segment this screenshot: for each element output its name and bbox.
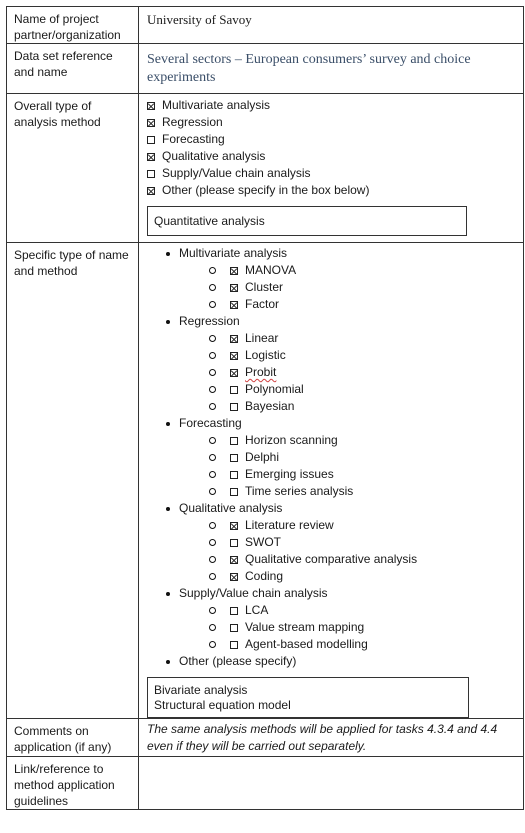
method-item-label: Logistic [245,348,286,362]
method-group [139,245,517,262]
checked-box-icon[interactable] [147,119,155,127]
method-item-label: Value stream mapping [245,620,365,634]
method-item [139,296,517,313]
unchecked-box-icon[interactable] [147,136,155,144]
overall-option-label: Qualitative analysis [162,149,266,163]
overall-option [147,148,517,165]
method-group-label: Qualitative analysis [179,501,283,515]
overall-other-text: Quantitative analysis [154,214,265,228]
overall-option-label: Multivariate analysis [162,98,271,112]
method-group [139,313,517,330]
method-group [139,500,517,517]
checked-box-icon[interactable] [147,187,155,195]
method-item [139,602,517,619]
unchecked-box-icon[interactable] [147,170,155,178]
method-item-label: Linear [245,331,279,345]
checked-box-icon[interactable] [230,573,238,581]
dataset-label: Data set reference and name [7,44,139,94]
checked-box-icon[interactable] [230,335,238,343]
checked-box-icon[interactable] [230,522,238,530]
method-item-label: Delphi [245,450,280,464]
specific-other-box [147,677,469,718]
method-item-label: Cluster [245,280,284,294]
method-group [139,585,517,602]
method-item-label: Literature review [245,518,334,532]
table-row-overall [7,94,524,243]
method-item [139,551,517,568]
specific-other-line: Structural equation model [154,698,291,712]
analysis-form-table [6,6,524,810]
checked-box-icon[interactable] [230,556,238,564]
method-item-label: Time series analysis [245,484,354,498]
method-item [139,449,517,466]
overall-option-label: Other (please specify in the box below) [162,183,370,197]
overall-option [147,165,517,182]
overall-option-label: Regression [162,115,223,129]
method-item-label: Horizon scanning [245,433,338,447]
method-item [139,568,517,585]
checked-box-icon[interactable] [230,301,238,309]
comments-value: The same analysis methods will be applied for tasks 4.3.4 and 4.4 even if they will be carried out separately. [139,719,524,757]
checked-box-icon[interactable] [230,267,238,275]
method-item [139,619,517,636]
method-item [139,330,517,347]
method-item [139,483,517,500]
method-group-label: Forecasting [179,416,242,430]
unchecked-box-icon[interactable] [230,607,238,615]
overall-option-label: Forecasting [162,132,225,146]
link-value [139,757,524,810]
overall-other-box [147,206,467,236]
specific-cell [139,243,524,719]
overall-option [147,114,517,131]
method-item [139,534,517,551]
method-item [139,517,517,534]
method-group [139,415,517,432]
checked-box-icon[interactable] [230,369,238,377]
method-item [139,432,517,449]
method-item [139,262,517,279]
method-item-label: MANOVA [245,263,297,277]
method-item [139,279,517,296]
method-item-label: Qualitative comparative analysis [245,552,418,566]
method-group [139,653,517,670]
method-item-label: Bayesian [245,399,295,413]
overall-option [147,97,517,114]
table-row-dataset [7,44,524,94]
method-item [139,636,517,653]
method-item [139,381,517,398]
specific-other-line: Bivariate analysis [154,683,248,697]
method-item [139,364,517,381]
method-item-label: Probit [245,365,277,379]
partner-value: University of Savoy [139,7,524,44]
checked-box-icon[interactable] [147,102,155,110]
method-item-label: SWOT [245,535,281,549]
unchecked-box-icon[interactable] [230,437,238,445]
method-item [139,347,517,364]
method-item-label: Coding [245,569,284,583]
table-row-link [7,757,524,810]
specific-label: Specific type of name and method [7,243,139,719]
method-group-label: Supply/Value chain analysis [179,586,328,600]
overall-option [147,182,517,199]
method-item-label: LCA [245,603,269,617]
method-group-label: Regression [179,314,240,328]
overall-option [147,131,517,148]
method-item [139,466,517,483]
unchecked-box-icon[interactable] [230,471,238,479]
method-item-label: Agent-based modelling [245,637,368,651]
overall-options-list [147,97,517,199]
unchecked-box-icon[interactable] [230,624,238,632]
unchecked-box-icon[interactable] [230,403,238,411]
method-item-label: Emerging issues [245,467,334,481]
link-label: Link/reference to method application guidelines [7,757,139,810]
method-group-label: Multivariate analysis [179,246,288,260]
table-row-partner [7,7,524,44]
overall-label: Overall type of analysis method [7,94,139,243]
unchecked-box-icon[interactable] [230,539,238,547]
method-group-label: Other (please specify) [179,654,297,668]
unchecked-box-icon[interactable] [230,641,238,649]
table-row-comments [7,719,524,757]
method-item [139,398,517,415]
checked-box-icon[interactable] [230,352,238,360]
method-item-label: Factor [245,297,280,311]
overall-option-label: Supply/Value chain analysis [162,166,311,180]
partner-label: Name of project partner/organization [7,7,139,44]
unchecked-box-icon[interactable] [230,454,238,462]
table-row-specific [7,243,524,719]
unchecked-box-icon[interactable] [230,488,238,496]
overall-cell [139,94,524,243]
specific-methods-list [139,245,517,670]
comments-label: Comments on application (if any) [7,719,139,757]
checked-box-icon[interactable] [230,284,238,292]
method-item-label: Polynomial [245,382,304,396]
dataset-value: Several sectors – European consumers’ survey and choice experiments [139,44,524,94]
checked-box-icon[interactable] [147,153,155,161]
unchecked-box-icon[interactable] [230,386,238,394]
